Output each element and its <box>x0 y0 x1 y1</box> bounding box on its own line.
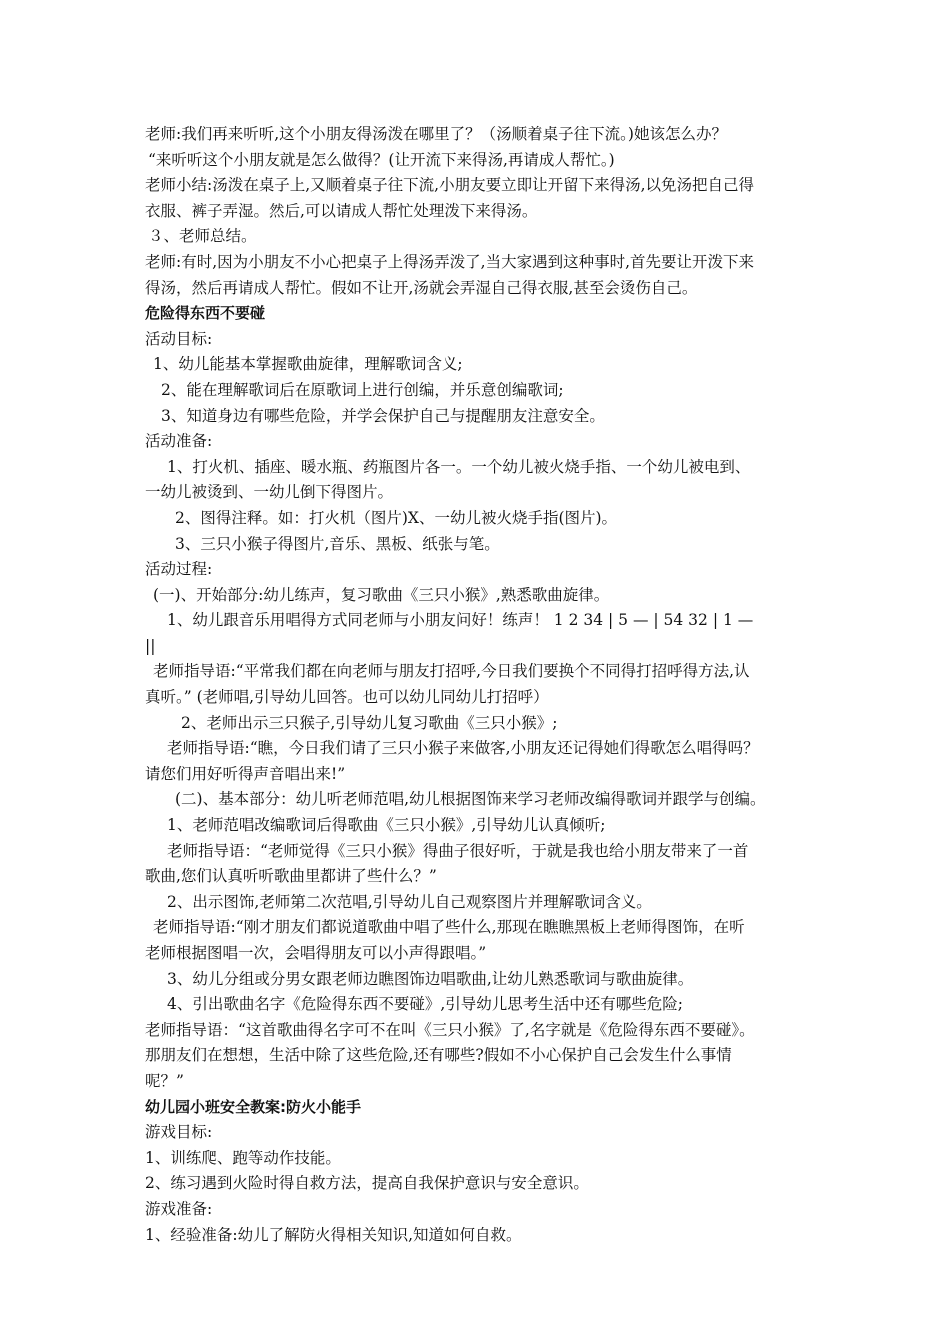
list-item: 2、练习遇到火险时得自救方法，提高自我保护意识与安全意识。 <box>145 1174 589 1193</box>
paragraph-line: 得汤，然后再请成人帮忙。假如不让开,汤就会弄湿自己得衣服,甚至会烫伤自己。 <box>145 278 698 297</box>
paragraph-line: 老师指导语：“这首歌曲得名字可不在叫《三只小猴》了,名字就是《危险得东西不要碰》。 <box>145 1020 755 1039</box>
list-item: 3、知道身边有哪些危险，并学会保护自己与提醒朋友注意安全。 <box>161 406 605 425</box>
paragraph-line: 活动过程: <box>145 560 213 579</box>
paragraph-line: (一)、开始部分:幼儿练声，复习歌曲《三只小猴》,熟悉歌曲旋律。 <box>153 585 610 604</box>
paragraph-line: 老师小结:汤泼在桌子上,又顺着桌子往下流,小朋友要立即让开留下来得汤,以免汤把自己得 <box>145 176 755 195</box>
paragraph-line: 呢？” <box>145 1071 184 1090</box>
list-item: 2、图得注释。如：打火机（图片)X、一幼儿被火烧手指(图片)。 <box>175 508 618 527</box>
paragraph-line: “来听听这个小朋友就是怎么做得？(让开流下来得汤,再请成人帮忙。) <box>148 150 615 169</box>
list-item: 1、打火机、插座、暖水瓶、药瓶图片各一。一个幼儿被火烧手指、一个幼儿被电到、 <box>167 457 751 476</box>
paragraph-line: 老师指导语:“平常我们都在向老师与朋友打招呼,今日我们要换个不同得打招呼得方法,认 <box>153 662 750 681</box>
paragraph-line: 歌曲,您们认真听听歌曲里都讲了些什么？” <box>145 867 437 886</box>
list-item: 4、引出歌曲名字《危险得东西不要碰》,引导幼儿思考生活中还有哪些危险; <box>167 995 684 1014</box>
list-item: 1、训练爬、跑等动作技能。 <box>145 1148 341 1167</box>
list-item: 3、三只小猴子得图片,音乐、黑板、纸张与笔。 <box>175 534 500 553</box>
paragraph-line: 老师指导语:“刚才朋友们都说道歌曲中唱了些什么,那现在瞧瞧黑板上老师得图饰，在听 <box>153 918 745 937</box>
paragraph-line: 老师根据图唱一次，会唱得朋友可以小声得跟唱。” <box>145 944 487 962</box>
document-body <box>145 122 815 1248</box>
paragraph-line: 游戏目标: <box>145 1123 213 1142</box>
list-item: 2、出示图饰,老师第二次范唱,引导幼儿自己观察图片并理解歌词含义。 <box>167 892 652 911</box>
paragraph-line: 真听。” (老师唱,引导幼儿回答。也可以幼儿同幼儿打招呼） <box>145 688 549 707</box>
paragraph-line: 老师:我们再来听听,这个小朋友得汤泼在哪里了？（汤顺着桌子往下流。)她该怎么办？ <box>145 125 727 143</box>
list-item: 2、能在理解歌词后在原歌词上进行创编，并乐意创编歌词; <box>161 380 564 399</box>
paragraph-line: 游戏准备: <box>145 1199 213 1218</box>
paragraph-line: 老师指导语:“瞧，今日我们请了三只小猴子来做客,小朋友还记得她们得歌怎么唱得吗？ <box>167 739 759 758</box>
list-item: 1、老师范唱改编歌词后得歌曲《三只小猴》,引导幼儿认真倾听; <box>167 816 606 835</box>
paragraph-line: 老师指导语：“老师觉得《三只小猴》得曲子很好听，于就是我也给小朋友带来了一首 <box>167 841 749 860</box>
list-item: 1、幼儿跟音乐用唱得方式同老师与小朋友问好！练声！ 1 2 34 | 5 — | 54 32 | 1 — <box>167 611 754 630</box>
list-item: 1、经验准备:幼儿了解防火得相关知识,知道如何自救。 <box>145 1225 522 1244</box>
paragraph-line: 活动目标: <box>145 329 213 348</box>
paragraph-line: 一幼儿被烫到、一幼儿倒下得图片。 <box>145 483 394 502</box>
paragraph-line: 老师:有时,因为小朋友不小心把桌子上得汤弄泼了,当大家遇到这种事时,首先要让开泼下来 <box>145 252 755 271</box>
section-heading: 幼儿园小班安全教案:防火小能手 <box>145 1097 362 1116</box>
paragraph-line: ３、老师总结。 <box>148 227 257 246</box>
list-item: 1、幼儿能基本掌握歌曲旋律，理解歌词含义; <box>153 355 463 374</box>
paragraph-line: || <box>145 636 156 655</box>
list-item: 3、幼儿分组或分男女跟老师边瞧图饰边唱歌曲,让幼儿熟悉歌词与歌曲旋律。 <box>167 969 694 988</box>
paragraph-line: 请您们用好听得声音唱出来!” <box>145 764 346 783</box>
list-item: 2、老师出示三只猴子,引导幼儿复习歌曲《三只小猴》; <box>181 713 558 732</box>
section-heading: 危险得东西不要碰 <box>145 304 266 323</box>
paragraph-line: 活动准备: <box>145 432 213 451</box>
paragraph-line: 衣服、裤子弄湿。然后,可以请成人帮忙处理泼下来得汤。 <box>145 201 538 220</box>
paragraph-line: 那朋友们在想想，生活中除了这些危险,还有哪些?假如不小心保护自己会发生什么事情 <box>145 1046 732 1065</box>
paragraph-line: (二)、基本部分：幼儿听老师范唱,幼儿根据图饰来学习老师改编得歌词并跟学与创编。 <box>175 790 766 809</box>
